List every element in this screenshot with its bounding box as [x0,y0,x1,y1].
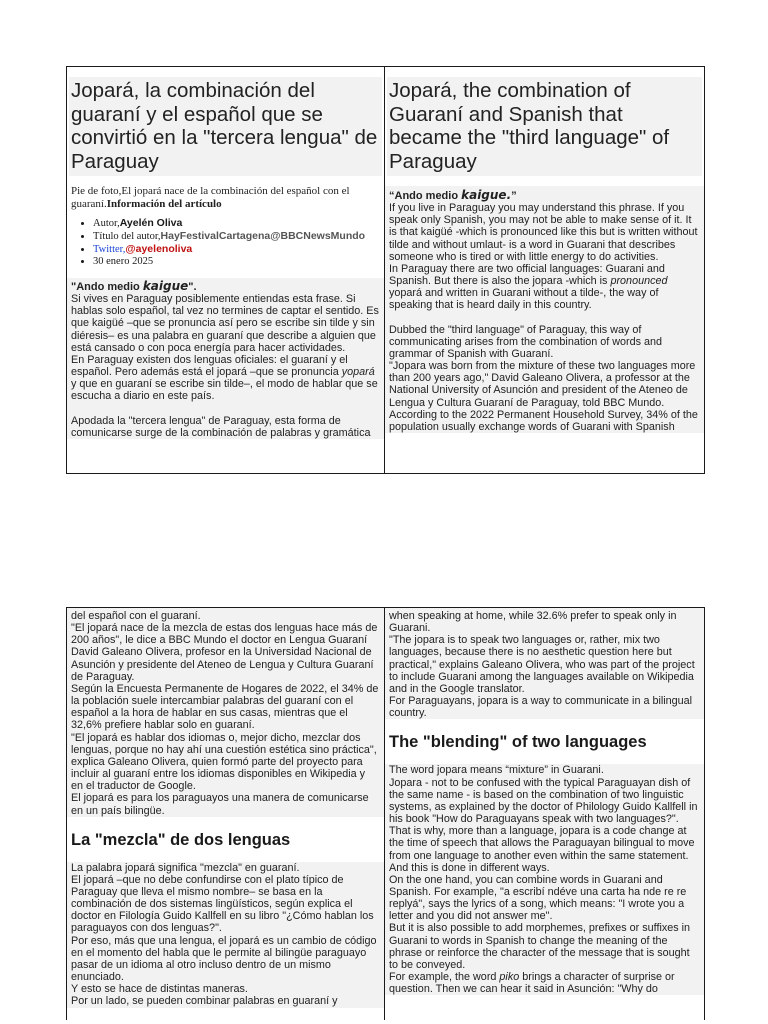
english-title: Jopará, the combination of Guaraní and Spanish that became the "third language" of Paraguay [387,77,702,176]
meta-date: • 30 enero 2025 [93,256,380,268]
english-lead-quote: “Ando medio kaigue.” [389,188,517,202]
spanish-body [71,610,380,817]
author-title-value: HayFestivalCartagena@BBCNewsMundo [160,230,366,242]
photo-caption [71,185,380,211]
paragraph: del español con el guaraní. [71,610,201,622]
paragraph: Jopara - not to be confused with the typical Paraguayan dish of the same name - is based on the combination of two linguistic systems, as explained by the doctor of Philology Guido Kallfell in his book "How do Paraguayans speak with two languages?". [389,776,698,826]
twitter-handle-link[interactable]: @ayelenoliva [125,243,193,255]
paragraph: Por eso, más que una lengua, el jopará es un cambio de código en el momento del habla que le permite al bilingüe paraguayo pasar de un idioma al otro incluso dentro de un mismo enunciado. [71,934,377,984]
english-section-heading: The "blending" of two languages [389,733,647,752]
english-column [385,608,704,1020]
paragraph: El jopará –que no debe confundirse con el plato típico de Paraguay que lleva el mismo nombre– se basa en la combinación de dos sistemas lingüísticos, según explica el doctor en Filología Guido Kallfell en su libro "¿Cómo hablan los paraguayos con dos lenguas?". [71,873,374,935]
spanish-column [67,608,385,1020]
paragraph: Dubbed the "third language" of Paraguay, this way of communicating arises from the combination of words and grammar of Spanish with Guaraní. [389,323,663,360]
paragraph: Y esto se hace de distintas maneras. [71,983,248,996]
paragraph: En Paraguay existen dos lenguas oficiales: el guaraní y el español. Pero además está el jopará –que se pronuncia yopará y que en guaraní se escribe sin tilde–, el modo de hablar que se escucha a diario en este país. [71,353,378,403]
translation-table-page-2 [66,607,705,1020]
paragraph: But it is also possible to add morphemes, prefixes or suffixes in Guarani to words in Spanish to change the meaning of the phrase or reinforce the character of the message that is sought to be conveyed. [389,922,691,971]
paragraph: El jopará es para los paraguayos una manera de comunicarse en un país bilingüe. [71,792,369,817]
english-body [389,189,700,433]
english-body-continued [389,764,700,995]
spanish-section-heading: La "mezcla" de dos lenguas [71,830,291,849]
article-meta-list [71,217,380,268]
meta-author: • Autor,Ayelén Oliva [93,217,380,230]
paragraph: For example, the word piko brings a character of surprise or question. Then we can hear it said in Asunción: "Why do [389,971,675,996]
spanish-body [71,280,380,439]
paragraph: Si vives en Paraguay posiblemente entiendas esta frase. Si hablas solo español, tal vez no termines de captar el sentido. Es que kaigüé –que se pronuncia así pero se escribe sin tilde y sin diéresis– es una palabra en guaraní que describe a alguien que está cansado o con poca energía para hacer actividades. [71,293,379,354]
meta-twitter: • Twitter,@ayelenoliva [93,243,380,256]
translation-table-page-1 [66,66,705,474]
author-name: Ayelén Oliva [119,217,183,229]
paragraph: "Jopara was born from the mixture of these two languages more than 200 years ago," David Galeano Olivera, a professor at the National University of Asunción and president of the Ateneo de Lengua y Cultura Guaraní de Paraguay, told BBC Mundo. [389,360,696,409]
spanish-body-continued [71,862,380,1008]
spanish-lead-quote: "Ando medio kaigue". [71,279,197,293]
paragraph: Según la Encuesta Permanente de Hogares de 2022, el 34% de la población suele intercambiar palabras del guaraní con el español a la hora de hablar en sus casas, mientras que el 32,6% prefiere hablar solo en guaraní. [71,682,379,732]
caption-text: Pie de foto,El jopará nace de la combinación del español con el guaraní. [71,185,350,210]
paragraph: If you live in Paraguay you may understand this phrase. If you speak only Spanish, you may not be able to make sense of it. It is that kaigüé -which is pronounced like this but is written without tilde and without umlaut- is a word in Guarani that describes someone who is tired or with little energy to do activities. [389,202,698,263]
paragraph: In Paraguay there are two official languages: Guarani and Spanish. But there is also the jopara -which is pronounced yopará and written in Guarani without a tilde-, the way of speaking that is heard daily in this country. [389,262,668,312]
paragraph: when speaking at home, while 32.6% prefer to speak only in Guarani. [389,610,677,635]
english-column [385,67,704,473]
paragraph: The word jopara means “mixture” in Guarani. [389,764,604,777]
paragraph: Por un lado, se pueden combinar palabras en guaraní y [71,995,338,1008]
paragraph: That is why, more than a language, jopara is a code change at the time of speech that allows the Paraguayan bilingual to move from one language to another even within the same statement. [389,825,695,862]
english-body [389,610,700,719]
paragraph: La palabra jopará significa "mezcla" en guaraní. [71,861,300,874]
paragraph: "The jopara is to speak two languages or, rather, mix two languages, because there is no aesthetic question here but practical," explains Galeano Olivera, who was part of the project to include Guarani among the languages available on Wikipedia and in the Google translator. [389,634,695,695]
paragraph: And this is done in different ways. [389,861,550,874]
paragraph: "El jopará nace de la mezcla de estas dos lenguas hace más de 200 años", le dice a BBC Mundo el doctor en Lengua Guaraní David Galeano Olivera, profesor en la Universidad Nacional de Asunción y presidente del Ateneo de Lengua y Cultura Guaraní de Paraguay. [71,622,378,683]
paragraph: For Paraguayans, jopara is a way to communicate in a bilingual country. [389,695,693,720]
meta-author-title: • Título del autor,HayFestivalCartagena@BBCNewsMundo [93,230,380,243]
paragraph: According to the 2022 Permanent Household Survey, 34% of the population usually exchange words of Guarani with Spanish [389,408,698,433]
spanish-column [67,67,385,473]
paragraph: "El jopará es hablar dos idiomas o, mejor dicho, mezclar dos lenguas, porque no hay ahí una cuestión estética sino práctica", explica Galeano Olivera, quien formó parte del proyecto para incluir al guaraní entre los idiomas disponibles en Wikipedia y en el traductor de Google. [71,731,377,793]
paragraph: On the one hand, you can combine words in Guarani and Spanish. For example, "a escribí ndéve una carta ha nde re re replyá", says the lyrics of a song, which means: "I wrote you a letter and you did not answer me". [389,873,687,923]
spanish-title: Jopará, la combinación del guaraní y el español que se convirtió en la "tercera lengua" de Paraguay [69,77,382,176]
article-info-label: Información del artículo [106,198,222,210]
paragraph: Apodada la "tercera lengua" de Paraguay, esta forma de comunicarse surge de la combinación de palabras y gramática [71,414,371,439]
